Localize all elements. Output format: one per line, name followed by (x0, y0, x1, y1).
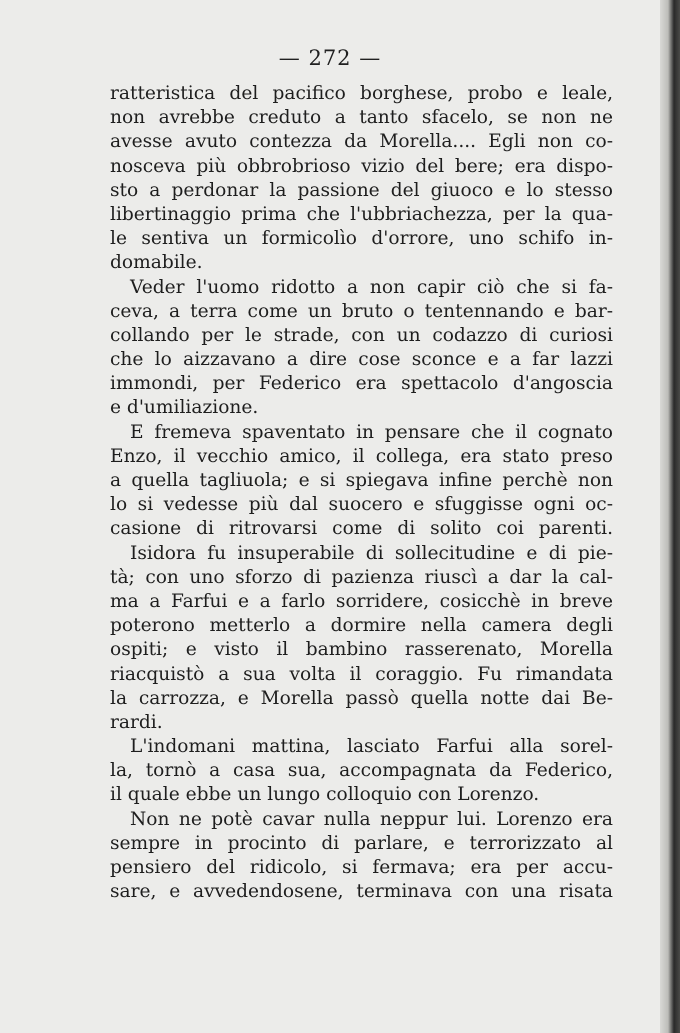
text-line: ma a Farfui e a farlo sorridere, cosicchè in breve (110, 590, 613, 612)
text-line: la carrozza, e Morella passò quella notte dai Be- (110, 687, 613, 709)
text-line: non avrebbe creduto a tanto sfacelo, se non ne (110, 107, 613, 129)
text-line: casione di ritrovarsi come di solito coi parenti. (110, 518, 613, 540)
text-line: poterono metterlo a dormire nella camera degli (110, 615, 613, 637)
text-line: nosceva più obbrobrioso vizio del bere; era dispo- (110, 155, 613, 177)
text-line: e d'umiliazione. (110, 397, 259, 419)
text-line: sto a perdonar la passione del giuoco e lo stesso (110, 179, 613, 201)
text-line: avesse avuto contezza da Morella.... Egli non co- (110, 131, 613, 153)
text-line: immondi, per Federico era spettacolo d'angoscia (110, 373, 613, 395)
text-line: ospiti; e visto il bambino rasserenato, Morella (110, 639, 613, 661)
text-line: ceva, a terra come un bruto o tentennando e bar- (110, 300, 613, 322)
text-line: tà; con uno sforzo di pazienza riuscì a dar la cal- (110, 566, 613, 588)
text-line: il quale ebbe un lungo colloquio con Lorenzo. (110, 784, 540, 806)
text-line: riacquistò a sua volta il coraggio. Fu rimandata (110, 663, 613, 685)
text-line: domabile. (110, 252, 203, 274)
text-line: le sentiva un formicolìo d'orrore, uno schifo in- (110, 228, 613, 250)
text-line: Enzo, il vecchio amico, il collega, era stato preso (110, 445, 613, 467)
text-line: pensiero del ridicolo, si fermava; era per accu- (110, 857, 613, 878)
text-line: L'indomani mattina, lasciato Farfui alla sorel- (130, 736, 613, 758)
text-line: sare, e avvedendosene, terminava con una risata (110, 881, 613, 903)
text-line: E fremeva spaventato in pensare che il cognato (130, 421, 613, 443)
text-line: che lo aizzavano a dire cose sconce e a far lazzi (110, 349, 613, 371)
text-line: Veder l'uomo ridotto a non capir ciò che si fa- (130, 276, 613, 298)
text-line: la, tornò a casa sua, accompagnata da Federico, (110, 760, 613, 782)
page-number: — 272 — (278, 46, 382, 70)
text-line: collando per le strade, con un codazzo di curiosi (110, 324, 613, 346)
text-line: libertinaggio prima che l'ubbriachezza, per la qua- (110, 203, 613, 225)
text-line: Non ne potè cavar nulla neppur lui. Lorenzo era (130, 808, 613, 830)
text-line: rardi. (110, 711, 163, 733)
text-line: Isidora fu insuperabile di sollecitudine e di pie- (130, 542, 613, 564)
text-line: a quella tagliuola; e si spiegava infine perchè non (110, 470, 613, 491)
book-spine-edge (660, 0, 680, 1033)
body-text (110, 82, 613, 904)
text-line: lo si vedesse più dal suocero e sfuggisse ogni oc- (110, 494, 613, 516)
text-line: ratteristica del pacifico borghese, probo e leale, (110, 83, 613, 104)
text-line: sempre in procinto di parlare, e terrorizzato al (110, 832, 613, 854)
